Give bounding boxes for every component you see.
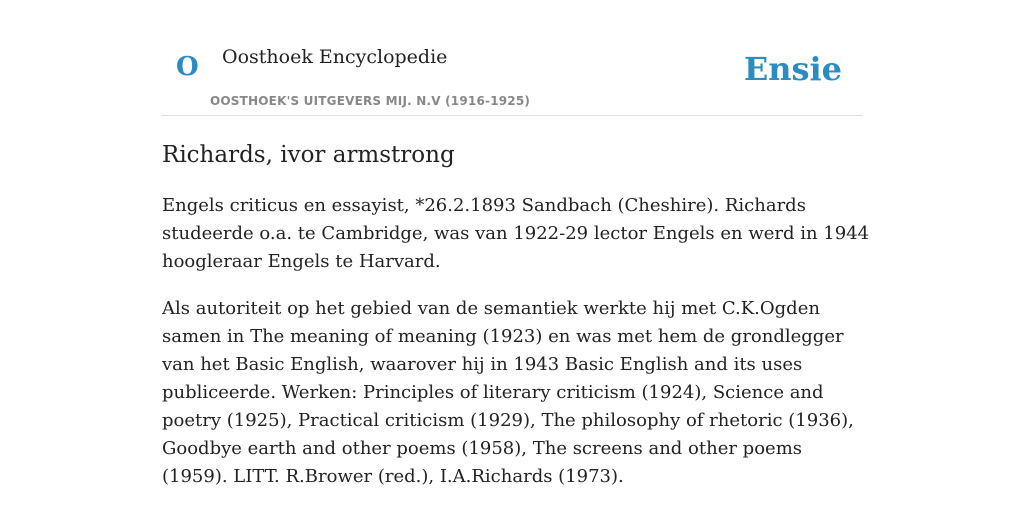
publisher-label: OOSTHOEK'S UITGEVERS MIJ. N.V (1916-1925) (210, 94, 531, 108)
entry-paragraph-1: Engels criticus en essayist, *26.2.1893 Sandbach (Cheshire). Richards studeerde o.a. te Cambridge, was van 1922-29 lector Engels en werd in 1944 hoogleraar Engels te Harvard. (162, 195, 870, 272)
ensie-logo[interactable]: Ensie (743, 50, 842, 88)
entry-title: Richards, ivor armstrong (162, 142, 455, 168)
source-title-link[interactable]: Oosthoek Encyclopedie (222, 46, 448, 68)
header (162, 30, 862, 116)
entry-paragraph-2: Als autoriteit op het gebied van de semantiek werkte hij met C.K.Ogden samen in The meaning of meaning (1923) en was met hem de grondlegger van het Basic English, waarover hij in 1943 Basic English and its uses publiceerde. Werken: Principles of literary criticism (1924), Science and poetry (1925), Practical criticism (1929), The philosophy of rhetoric (1936), Goodbye earth and other poems (1958), The screens and other poems (1959). LITT. R.Brower (red.), I.A.Richards (1973). (162, 298, 854, 487)
source-logo[interactable]: O (176, 52, 199, 82)
entry-content (162, 140, 872, 510)
